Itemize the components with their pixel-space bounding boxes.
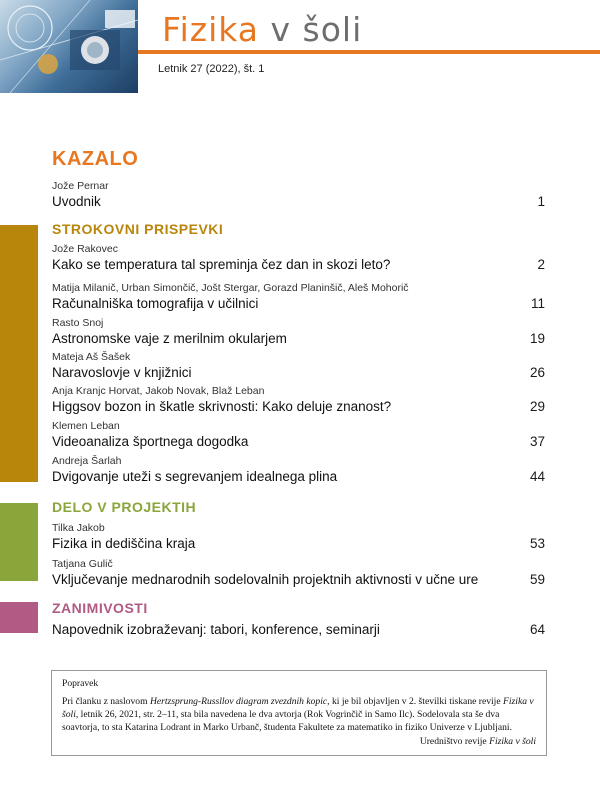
issue-info: Letnik 27 (2022), št. 1 (158, 63, 265, 75)
toc-entry[interactable] (52, 282, 545, 312)
entry-title: Naravoslovje v knjižnici (52, 365, 192, 380)
toc-entry[interactable] (52, 351, 545, 381)
entry-page: 11 (530, 296, 545, 311)
correction-article-title: Hertzsprung-Russllov diagram zvezdnih kopic (149, 696, 328, 707)
entry-page: 26 (529, 365, 545, 380)
entry-title: Računalniška tomografija v učilnici (52, 296, 259, 311)
section-bar-projekti (0, 503, 38, 581)
correction-sign-journal: Fizika v šoli (489, 736, 536, 747)
journal-title-part2: v šoli (270, 10, 363, 49)
entry-author: Tilka Jakob (52, 522, 105, 534)
toc-entry-intro[interactable] (52, 180, 545, 210)
cover-image (0, 0, 138, 93)
correction-text-5: , letnik 26, 2021, str. 2–11, sta bila navedena le dva avtorja (Rok Vogrinčič in Samo Ilc). Sodelovala sta še dva soavtorja, to sta Katarina Lodrant in Marko Urbanč, študenta Fakultete za matematiko in fiziko Univerze v Ljubljani. (62, 709, 512, 733)
entry-author: Jože Pernar (52, 180, 109, 192)
entry-title: Higgsov bozon in škatle skrivnosti: Kako deluje znanost? (52, 399, 392, 414)
toc-entry[interactable] (52, 317, 545, 347)
toc-entry[interactable] (52, 243, 545, 273)
section-title-projekti: DELO V PROJEKTIH (52, 499, 197, 515)
entry-page: 2 (537, 257, 545, 272)
toc-entry[interactable] (52, 558, 545, 588)
entry-page: 59 (529, 572, 545, 587)
entry-page: 53 (529, 536, 545, 551)
correction-signature (62, 735, 536, 748)
physics-collage-illustration (0, 0, 138, 93)
toc-entry[interactable] (52, 385, 545, 415)
correction-heading: Popravek (62, 678, 99, 689)
correction-text-3: , ki je bil objavljen v 2. številki tiskane revije (327, 696, 504, 707)
entry-title: Napovednik izobraževanj: tabori, konference, seminarji (52, 622, 380, 637)
toc-entry[interactable] (52, 420, 545, 450)
entry-author: Jože Rakovec (52, 243, 118, 255)
entry-title: Uvodnik (52, 194, 101, 209)
entry-author: Andreja Šarlah (52, 455, 122, 467)
entry-title: Kako se temperatura tal spreminja čez dan in skozi leto? (52, 257, 391, 272)
entry-title: Fizika in dediščina kraja (52, 536, 196, 551)
toc-entry[interactable] (52, 455, 545, 485)
entry-page: 29 (529, 399, 545, 414)
entry-author: Anja Kranjc Horvat, Jakob Novak, Blaž Leban (52, 385, 265, 397)
entry-author: Rasto Snoj (52, 317, 104, 329)
entry-page: 44 (529, 469, 545, 484)
section-title-strokovni: STROKOVNI PRISPEVKI (52, 221, 224, 237)
correction-sign-1: Uredništvo revije (419, 736, 490, 747)
section-bar-zanimivosti (0, 602, 38, 633)
entry-author: Tatjana Gulič (52, 558, 113, 570)
entry-page: 64 (529, 622, 545, 637)
correction-text (62, 695, 536, 734)
entry-page: 1 (537, 194, 545, 209)
toc-entry[interactable] (52, 522, 545, 552)
toc-heading: KAZALO (52, 148, 139, 170)
entry-title: Astronomske vaje z merilnim okularjem (52, 331, 287, 346)
entry-page: 37 (529, 434, 545, 449)
entry-page: 19 (529, 331, 545, 346)
correction-box (51, 670, 547, 756)
section-bar-strokovni (0, 225, 38, 482)
correction-journal-name: Fizika v šoli (62, 696, 534, 720)
entry-title: Vključevanje mednarodnih sodelovalnih projektnih aktivnosti v učne ure (52, 572, 479, 587)
section-title-zanimivosti: ZANIMIVOSTI (52, 600, 148, 616)
entry-title: Videoanaliza športnega dogodka (52, 434, 249, 449)
entry-author: Mateja Aš Šašek (52, 351, 131, 363)
toc-entry[interactable] (52, 621, 545, 638)
header-rule (138, 50, 600, 54)
correction-text-1: Pri članku z naslovom (62, 696, 150, 707)
entry-author: Klemen Leban (52, 420, 120, 432)
entry-title: Dvigovanje uteži s segrevanjem idealnega plina (52, 469, 338, 484)
journal-title (162, 10, 362, 49)
entry-author: Matija Milanič, Urban Simončič, Jošt Stergar, Gorazd Planinšič, Aleš Mohorič (52, 282, 409, 294)
journal-title-part1: Fizika (162, 10, 259, 49)
